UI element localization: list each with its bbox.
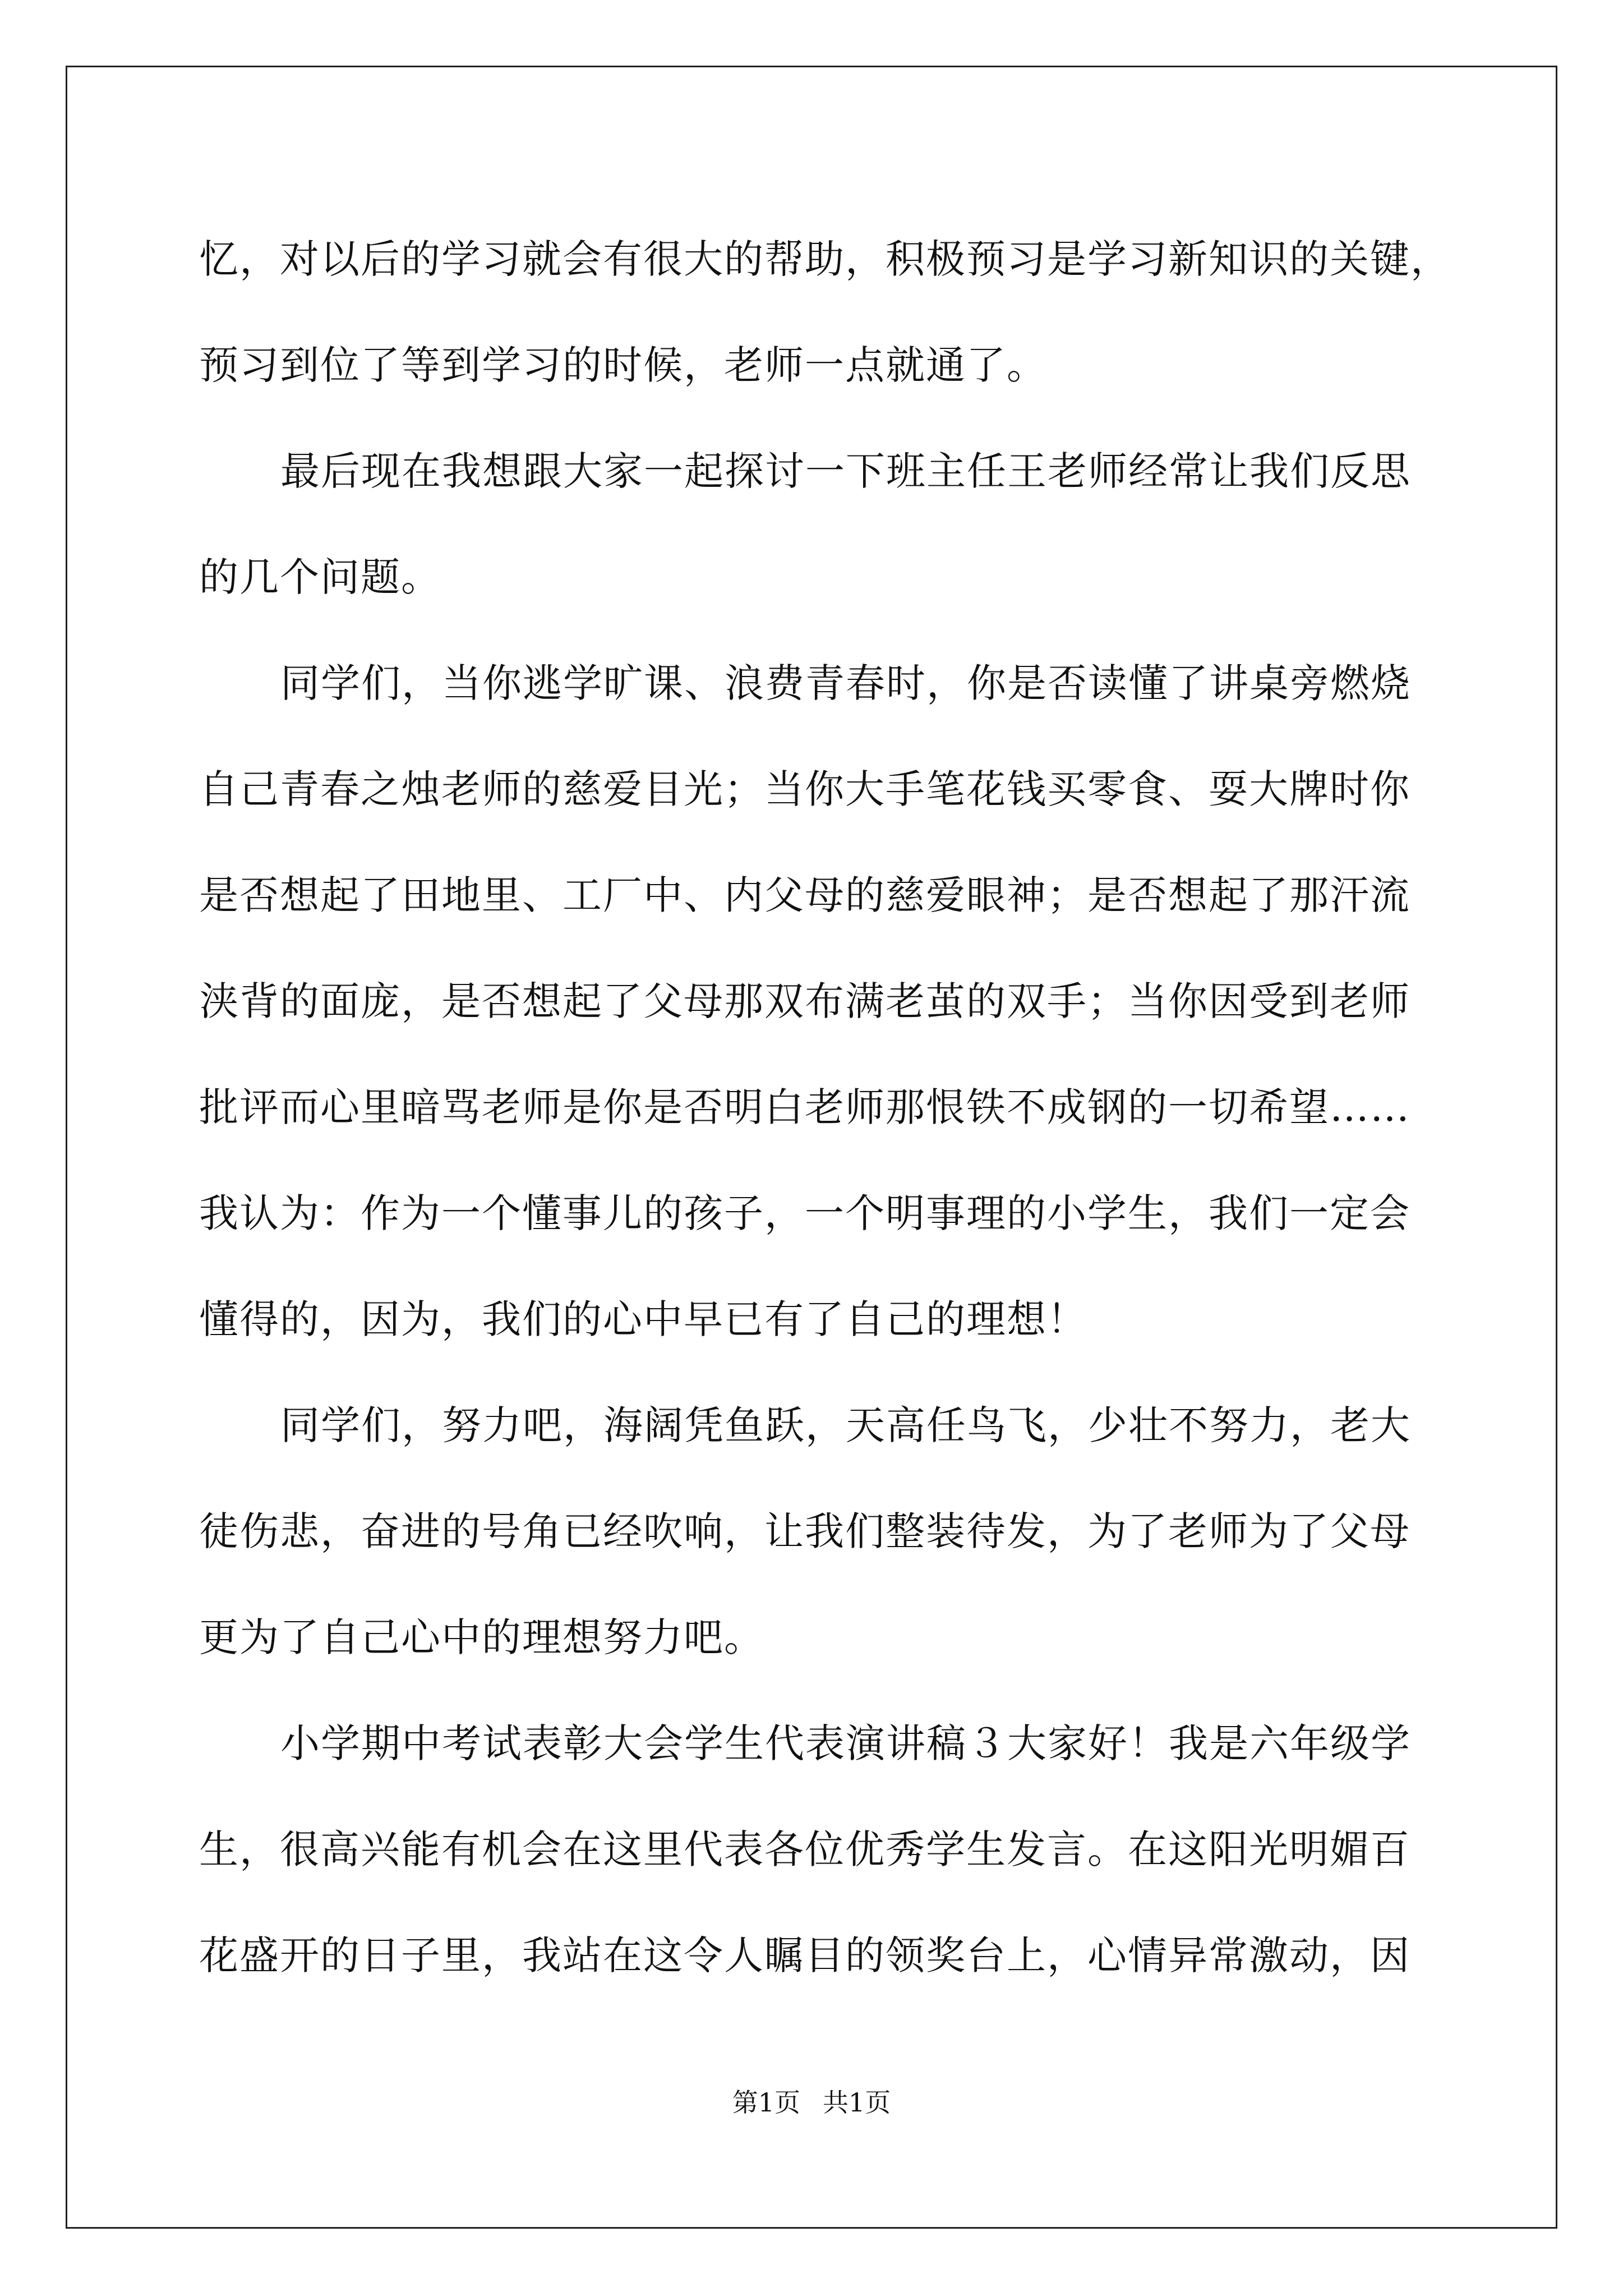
text-line: 徒伤悲，奋进的号角已经吹响，让我们整装待发，为了老师为了父母: [199, 1508, 1410, 1554]
text-line: 批评而心里暗骂老师是你是否明白老师那恨铁不成钢的一切希望……: [199, 1084, 1410, 1130]
text-line: 小学期中考试表彰大会学生代表演讲稿３大家好！我是六年级学: [280, 1720, 1411, 1766]
text-line: 预习到位了等到学习的时候，老师一点就通了。: [199, 342, 1047, 388]
text-line: 懂得的，因为，我们的心中早已有了自己的理想！: [199, 1296, 1087, 1342]
text-line: 的几个问题。: [199, 554, 441, 600]
page-footer: [0, 2086, 1623, 2119]
text-line: 忆，对以后的学习就会有很大的帮助，积极预习是学习新知识的关键，: [199, 236, 1451, 282]
text-line: 同学们，努力吧，海阔凭鱼跃，天高任鸟飞，少壮不努力，老大: [280, 1402, 1411, 1448]
document-body: [199, 206, 1451, 2009]
text-line: 我认为：作为一个懂事儿的孩子，一个明事理的小学生，我们一定会: [199, 1190, 1410, 1236]
text-line: 更为了自己心中的理想努力吧。: [199, 1614, 764, 1660]
text-line: 浃背的面庞，是否想起了父母那双布满老茧的双手；当你因受到老师: [199, 978, 1410, 1024]
text-line: 同学们，当你逃学旷课、浪费青春时，你是否读懂了讲桌旁燃烧: [280, 660, 1411, 706]
text-line: 是否想起了田地里、工厂中、内父母的慈爱眼神；是否想起了那汗流: [199, 872, 1410, 918]
page-number-current: 第1页: [732, 2087, 800, 2118]
text-line: 自己青春之烛老师的慈爱目光；当你大手笔花钱买零食、耍大牌时你: [199, 766, 1410, 812]
text-line: 最后现在我想跟大家一起探讨一下班主任王老师经常让我们反思: [280, 448, 1411, 494]
text-line: 生，很高兴能有机会在这里代表各位优秀学生发言。在这阳光明媚百: [199, 1826, 1410, 1872]
text-line: 花盛开的日子里，我站在这令人瞩目的领奖台上，心情异常激动，因: [199, 1932, 1410, 1978]
page-number-total: 共1页: [823, 2087, 891, 2118]
